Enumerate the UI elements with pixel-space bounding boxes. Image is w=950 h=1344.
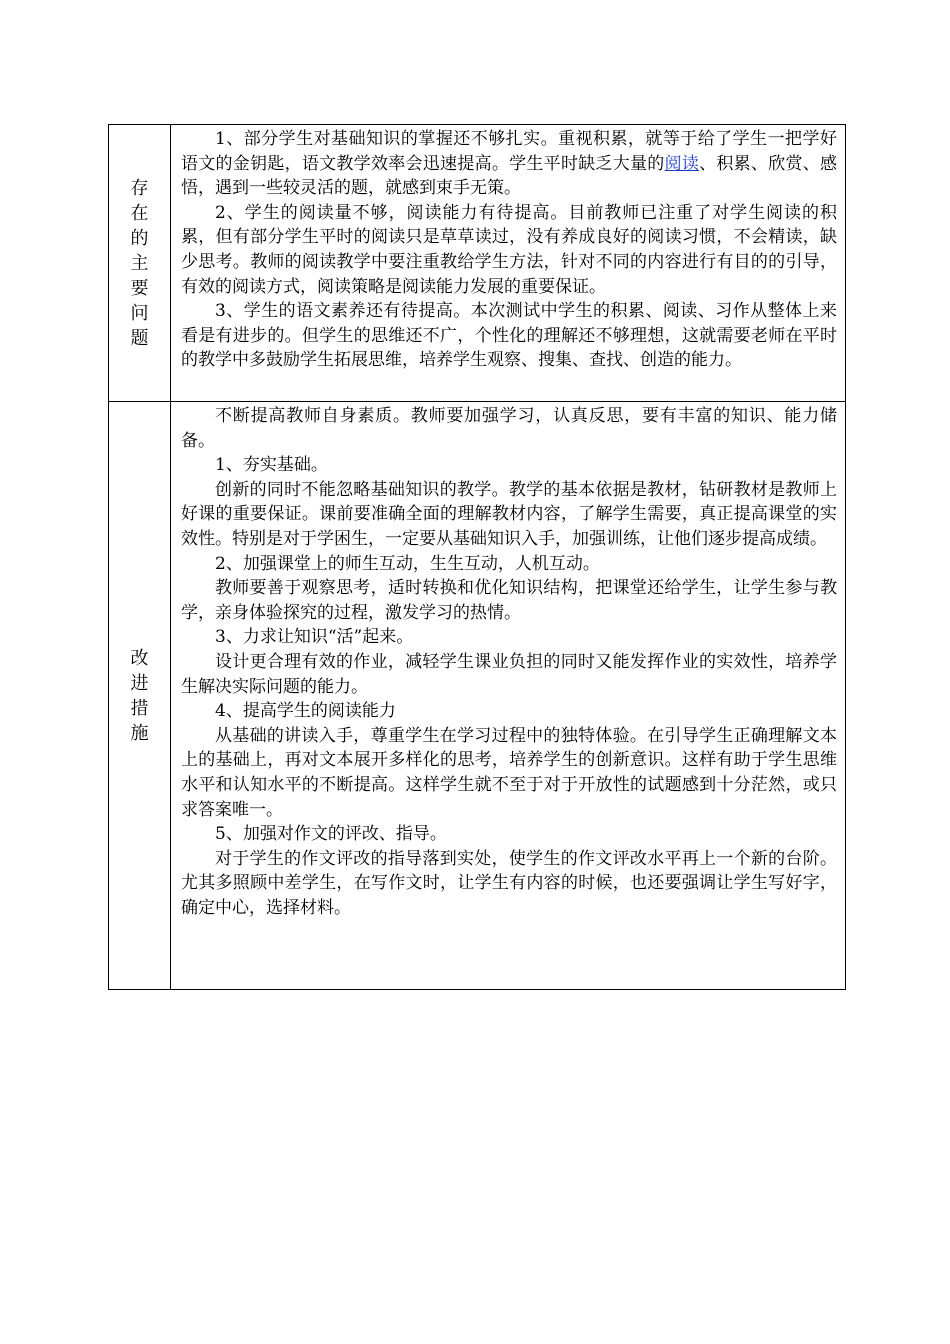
paragraph: 教师要善于观察思考，适时转换和优化知识结构，把课堂还给学生，让学生参与教学，亲身体验探究的过程，激发学习的热情。 (181, 578, 837, 623)
paragraph: 4、提高学生的阅读能力 (215, 701, 396, 722)
paragraph: 3、学生的语文素养还有待提高。本次测试中学生的积累、阅读、习作从整体上来看是有进步的。但学生的思维还不广，个性化的理解还不够理想，这就需要老师在平时的教学中多鼓励学生拓展思维，培养学生观察、搜集、查找、创造的能力。 (181, 301, 837, 371)
paragraph: 2、加强课堂上的师生互动，生生互动，人机互动。 (215, 553, 600, 574)
paragraph-text: 、积累、欣赏、感悟，遇到一些较灵活的题，就感到束手无策。 (181, 153, 838, 199)
row-content-measures (171, 402, 846, 990)
row-label-cell (109, 402, 171, 990)
paragraph: 设计更合理有效的作业，减轻学生课业负担的同时又能发挥作业的实效性，培养学生解决实际问题的能力。 (181, 651, 837, 697)
paragraph-text: 1、部分学生对基础知识的掌握还不够扎实。重视积累，就等于给了学生一把学好语文的金钥匙，语文教学效率会迅速提高。学生平时缺乏大量的 (181, 129, 837, 174)
paragraph: 3、力求让知识“活”起来。 (215, 627, 414, 648)
paragraph: 对于学生的作文评改的指导落到实处，使学生的作文评改水平再上一个新的台阶。尤其多照顾中差学生，在写作文时，让学生有内容的时候，也还要强调让学生写好字，确定中心，选择材料。 (181, 848, 837, 918)
paragraph: 1、夯实基础。 (215, 455, 328, 476)
row-label-cell (109, 125, 171, 402)
paragraph (181, 127, 837, 201)
row-content-problems (171, 125, 846, 402)
table-row-measures (109, 402, 846, 990)
table-row-problems (109, 125, 846, 402)
summary-table (108, 124, 846, 990)
paragraph: 2、学生的阅读量不够，阅读能力有待提高。目前教师已注重了对学生阅读的积累，但有部分学生平时的阅读只是草草读过，没有养成良好的阅读习惯，不会精读，缺少思考。教师的阅读教学中要注重教给学生方法，针对不同的内容进行有目的的引导，有效的阅读方式，阅读策略是阅读能力发展的重要保证。 (181, 202, 837, 297)
reading-link[interactable]: 阅读 (664, 153, 700, 174)
paragraph: 不断提高教师自身素质。教师要加强学习，认真反思，要有丰富的知识、能力储备。 (181, 406, 837, 451)
row-label-measures: 改进措施 (130, 647, 149, 744)
row-label-problems: 存在的主要问题 (130, 177, 149, 349)
paragraph: 从基础的讲读入手，尊重学生在学习过程中的独特体验。在引导学生正确理解文本上的基础上，再对文本展开多样化的思考，培养学生的创新意识。这样有助于学生思维水平和认知水平的不断提高。这样学生就不至于对于开放性的试题感到十分茫然，或只求答案唯一。 (181, 725, 837, 820)
paragraph: 创新的同时不能忽略基础知识的教学。教学的基本依据是教材，钻研教材是教师上好课的重要保证。课前要准确全面的理解教材内容，了解学生需要，真正提高课堂的实效性。特别是对于学困生，一定要从基础知识入手，加强训练，让他们逐步提高成绩。 (181, 479, 837, 549)
paragraph: 5、加强对作文的评改、指导。 (215, 824, 447, 845)
